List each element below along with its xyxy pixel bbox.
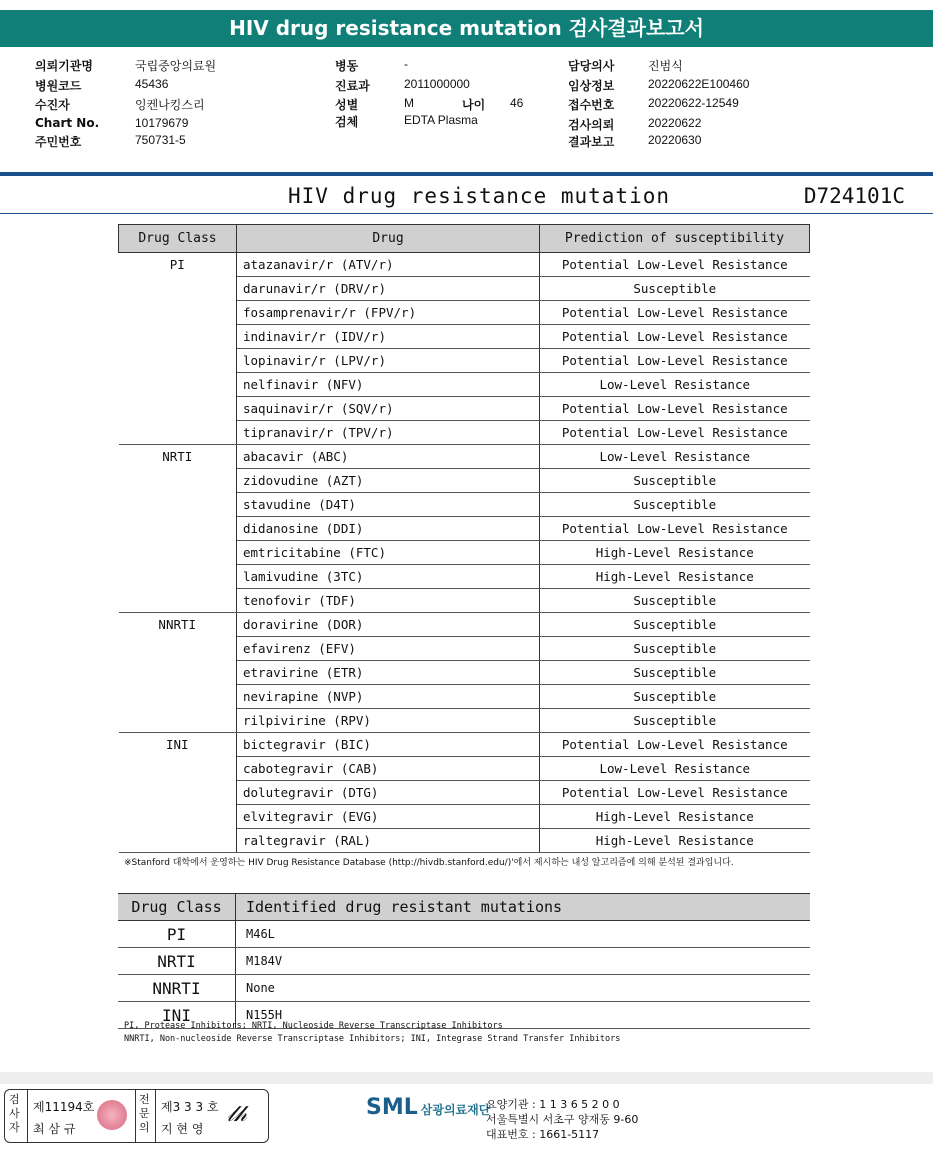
drug-name: etravirine (ETR) bbox=[237, 661, 540, 685]
drug-name: stavudine (D4T) bbox=[237, 493, 540, 517]
drug-name: saquinavir/r (SQV/r) bbox=[237, 397, 540, 421]
info-value: 20220622 bbox=[648, 116, 702, 130]
prediction: Potential Low-Level Resistance bbox=[540, 325, 810, 349]
prediction: High-Level Resistance bbox=[540, 829, 810, 853]
drug-name: tenofovir (TDF) bbox=[237, 589, 540, 613]
drug-name: bictegravir (BIC) bbox=[237, 733, 540, 757]
prediction: Low-Level Resistance bbox=[540, 373, 810, 397]
info-label: 접수번호 bbox=[568, 98, 615, 112]
info-label: 임상정보 bbox=[568, 79, 615, 93]
prediction: High-Level Resistance bbox=[540, 541, 810, 565]
prediction: Potential Low-Level Resistance bbox=[540, 421, 810, 445]
drug-name: cabotegravir (CAB) bbox=[237, 757, 540, 781]
prediction: Susceptible bbox=[540, 613, 810, 637]
report-header: HIV drug resistance mutation 검사결과보고서 bbox=[0, 10, 933, 47]
col-header: Drug Class bbox=[119, 225, 237, 253]
divider bbox=[0, 172, 933, 176]
prediction: Potential Low-Level Resistance bbox=[540, 733, 810, 757]
drug-name: rilpivirine (RPV) bbox=[237, 709, 540, 733]
drug-name: didanosine (DDI) bbox=[237, 517, 540, 541]
table-row bbox=[119, 445, 810, 469]
org-address bbox=[486, 1097, 638, 1142]
signature-icon: 𝓁𝒽 bbox=[227, 1102, 247, 1127]
drug-name: raltegravir (RAL) bbox=[237, 829, 540, 853]
info-label: 결과보고 bbox=[568, 135, 615, 149]
table-row bbox=[119, 613, 810, 637]
signature-box bbox=[4, 1089, 269, 1143]
drug-name: lamivudine (3TC) bbox=[237, 565, 540, 589]
info-value: 10179679 bbox=[135, 116, 189, 130]
info-value: 20220622E100460 bbox=[648, 77, 750, 91]
info-label: 수진자 bbox=[35, 98, 70, 112]
drug-class: NNRTI bbox=[119, 613, 237, 733]
tester-number: 제11194호 bbox=[33, 1100, 95, 1114]
info-value: 750731-5 bbox=[135, 133, 186, 147]
prediction: Susceptible bbox=[540, 637, 810, 661]
prediction: Susceptible bbox=[540, 661, 810, 685]
table-row bbox=[118, 948, 810, 975]
separator-band bbox=[0, 1072, 933, 1084]
drug-class: INI bbox=[119, 733, 237, 853]
info-label: 의뢰기관명 bbox=[35, 59, 93, 73]
drug-name: abacavir (ABC) bbox=[237, 445, 540, 469]
table-row bbox=[118, 975, 810, 1002]
prediction: Potential Low-Level Resistance bbox=[540, 397, 810, 421]
abbreviations: NNRTI, Non-nucleoside Reverse Transcriptase Inhibitors; INI, Integrase Strand Transfer Inhibitors bbox=[124, 1034, 621, 1044]
info-value: 국립중앙의료원 bbox=[135, 59, 217, 73]
drug-name: nelfinavir (NFV) bbox=[237, 373, 540, 397]
divider bbox=[0, 213, 933, 214]
footnote: ※Stanford 대학에서 운영하는 HIV Drug Resistance Database (http://hivdb.stanford.edu/)'에서 제시하는 내성 알고리즘에 의해 분석된 결과입니다. bbox=[124, 858, 734, 868]
drug-name: atazanavir/r (ATV/r) bbox=[237, 253, 540, 277]
drug-class: NRTI bbox=[118, 948, 236, 975]
abbreviations: PI, Protease Inhibitors; NRTI, Nucleoside Reverse Transcriptase Inhibitors bbox=[124, 1021, 503, 1031]
drug-class: INI bbox=[118, 1002, 236, 1029]
prediction: Susceptible bbox=[540, 277, 810, 301]
report-code: D724101C bbox=[803, 184, 905, 208]
drug-name: fosamprenavir/r (FPV/r) bbox=[237, 301, 540, 325]
prediction: High-Level Resistance bbox=[540, 805, 810, 829]
drug-class: NRTI bbox=[119, 445, 237, 613]
info-label: 성별 bbox=[335, 98, 359, 112]
drug-class: PI bbox=[119, 253, 237, 445]
prediction: Susceptible bbox=[540, 685, 810, 709]
org-phone: 대표번호 : 1661-5117 bbox=[486, 1128, 600, 1141]
drug-name: dolutegravir (DTG) bbox=[237, 781, 540, 805]
doctor-label: 전문의 bbox=[139, 1093, 150, 1134]
info-label: 검사의뢰 bbox=[568, 118, 615, 132]
prediction: Susceptible bbox=[540, 709, 810, 733]
info-label: 진료과 bbox=[335, 79, 370, 93]
table-row bbox=[119, 733, 810, 757]
mutation: M184V bbox=[236, 948, 811, 975]
report-title: HIV drug resistance mutation bbox=[288, 184, 671, 208]
prediction: Potential Low-Level Resistance bbox=[540, 517, 810, 541]
prediction: Susceptible bbox=[540, 589, 810, 613]
prediction: Low-Level Resistance bbox=[540, 445, 810, 469]
drug-name: lopinavir/r (LPV/r) bbox=[237, 349, 540, 373]
drug-name: elvitegravir (EVG) bbox=[237, 805, 540, 829]
info-label: 병동 bbox=[335, 59, 359, 73]
table-row bbox=[119, 253, 810, 277]
doctor-name: 지 현 영 bbox=[161, 1122, 204, 1136]
org-street: 서울특별시 서초구 양재동 9-60 bbox=[486, 1113, 639, 1126]
sml-logo: SML 삼광의료재단 bbox=[366, 1095, 491, 1120]
prediction: Potential Low-Level Resistance bbox=[540, 781, 810, 805]
drug-name: tipranavir/r (TPV/r) bbox=[237, 421, 540, 445]
drug-name: nevirapine (NVP) bbox=[237, 685, 540, 709]
prediction: Potential Low-Level Resistance bbox=[540, 253, 810, 277]
drug-name: doravirine (DOR) bbox=[237, 613, 540, 637]
info-value: 20220622-12549 bbox=[648, 96, 739, 110]
tester-label: 검사자 bbox=[9, 1093, 20, 1134]
info-label: 나이 bbox=[462, 98, 486, 112]
info-label: 병원코드 bbox=[35, 79, 82, 93]
col-header: Prediction of susceptibility bbox=[540, 225, 810, 253]
info-value: 45436 bbox=[135, 77, 169, 91]
drug-class: PI bbox=[118, 921, 236, 948]
info-value: 2011000000 bbox=[404, 77, 470, 91]
doctor-number: 제3 3 3 호 bbox=[161, 1100, 219, 1114]
drug-name: indinavir/r (IDV/r) bbox=[237, 325, 540, 349]
prediction: Susceptible bbox=[540, 469, 810, 493]
mutation: M46L bbox=[236, 921, 811, 948]
info-label: Chart No. bbox=[35, 116, 100, 130]
seal-icon bbox=[97, 1100, 127, 1130]
table-row bbox=[118, 921, 810, 948]
mutation: N155H bbox=[236, 1002, 811, 1029]
drug-name: darunavir/r (DRV/r) bbox=[237, 277, 540, 301]
info-label: 담당의사 bbox=[568, 59, 615, 73]
info-label: 검체 bbox=[335, 115, 359, 129]
col-header: Identified drug resistant mutations bbox=[236, 894, 811, 921]
prediction: Susceptible bbox=[540, 493, 810, 517]
info-value: M bbox=[404, 96, 414, 110]
drug-name: efavirenz (EFV) bbox=[237, 637, 540, 661]
info-value: - bbox=[404, 57, 408, 71]
info-value: EDTA Plasma bbox=[404, 113, 478, 127]
prediction: Low-Level Resistance bbox=[540, 757, 810, 781]
tester-name: 최 삼 규 bbox=[33, 1122, 76, 1136]
col-header: Drug Class bbox=[118, 894, 236, 921]
drug-name: zidovudine (AZT) bbox=[237, 469, 540, 493]
drug-class: NNRTI bbox=[118, 975, 236, 1002]
prediction: High-Level Resistance bbox=[540, 565, 810, 589]
info-value: 진범식 bbox=[648, 59, 683, 73]
info-value: 46 bbox=[510, 96, 524, 110]
info-label: 주민번호 bbox=[35, 135, 82, 149]
susceptibility-table bbox=[118, 224, 810, 853]
prediction: Potential Low-Level Resistance bbox=[540, 301, 810, 325]
mutation: None bbox=[236, 975, 811, 1002]
info-value: 잉켄나킹스리 bbox=[135, 98, 205, 112]
org-code: 요양기관 : 1 1 3 6 5 2 0 0 bbox=[486, 1098, 620, 1111]
info-value: 20220630 bbox=[648, 133, 702, 147]
mutations-table bbox=[118, 893, 810, 1029]
drug-name: emtricitabine (FTC) bbox=[237, 541, 540, 565]
prediction: Potential Low-Level Resistance bbox=[540, 349, 810, 373]
col-header: Drug bbox=[237, 225, 540, 253]
